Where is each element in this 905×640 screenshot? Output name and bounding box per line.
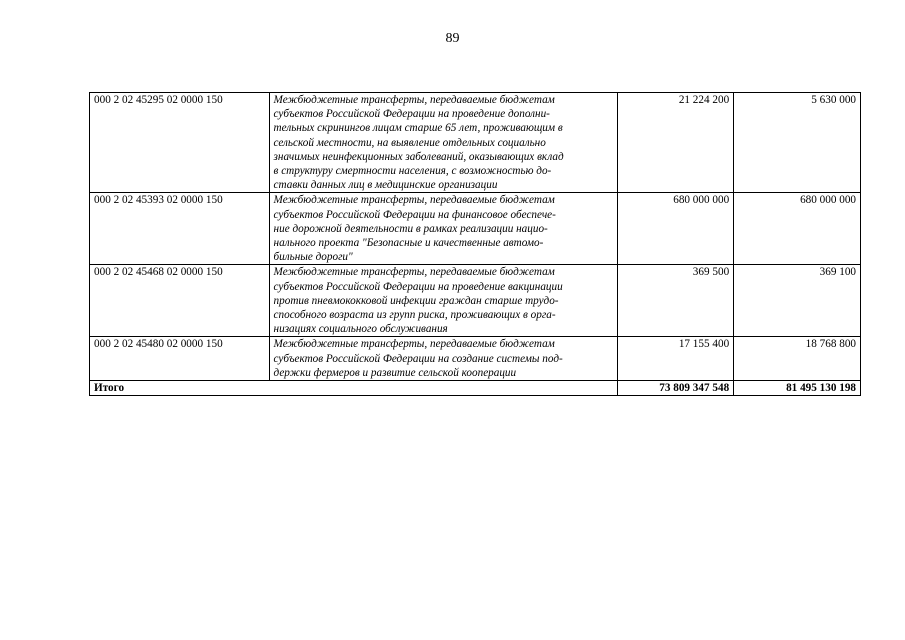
description-line: низациях социального обслуживания <box>273 323 448 336</box>
description-line: субъектов Российской Федерации на создание системы под- <box>273 352 563 365</box>
description-line: держки фермеров и развитие сельской кооперации <box>273 366 517 379</box>
description-line: значимых неинфекционных заболеваний, оказывающих вклад <box>273 150 564 163</box>
description-line: тельных скринингов лицам старше 65 лет, проживающим в <box>273 122 563 135</box>
description-line: субъектов Российской Федерации на финансовое обеспече- <box>273 208 556 221</box>
description-line: Межбюджетные трансферты, передаваемые бюджетам <box>273 338 555 351</box>
budget-table <box>89 92 861 396</box>
description-line: способного возраста из групп риска, проживающих в орга- <box>273 309 556 322</box>
description <box>269 193 617 265</box>
total-amount-year-1: 73 809 347 548 <box>617 381 734 396</box>
budget-code: 000 2 02 45480 02 0000 150 <box>90 337 270 381</box>
description <box>269 93 617 193</box>
description-line: сельской местности, на выявление отдельных социально <box>273 136 546 149</box>
description-line: ние дорожной деятельности в рамках реализации нацио- <box>273 222 548 235</box>
description-line: Межбюджетные трансферты, передаваемые бюджетам <box>273 266 555 279</box>
total-label: Итого <box>90 381 618 396</box>
total-amount-year-2: 81 495 130 198 <box>734 381 861 396</box>
amount-year-2: 680 000 000 <box>734 193 861 265</box>
description-line: нального проекта "Безопасные и качественные автомо- <box>273 237 544 250</box>
page-number: 89 <box>445 31 460 46</box>
description-line: субъектов Российской Федерации на проведение дополни- <box>273 108 550 121</box>
amount-year-1: 680 000 000 <box>617 193 734 265</box>
budget-code: 000 2 02 45393 02 0000 150 <box>90 193 270 265</box>
amount-year-2: 5 630 000 <box>734 93 861 193</box>
amount-year-1: 21 224 200 <box>617 93 734 193</box>
description-line: субъектов Российской Федерации на проведение вакцинации <box>273 280 563 293</box>
description <box>269 337 617 381</box>
description-line: против пневмококковой инфекции граждан старше трудо- <box>273 294 559 307</box>
budget-table-body <box>90 93 861 396</box>
budget-code: 000 2 02 45468 02 0000 150 <box>90 265 270 337</box>
total-row <box>90 381 861 396</box>
description <box>269 265 617 337</box>
description-line: Межбюджетные трансферты, передаваемые бюджетам <box>273 194 555 207</box>
description-line: ставки данных лиц в медицинские организации <box>273 179 498 192</box>
table-row <box>90 265 861 337</box>
amount-year-1: 17 155 400 <box>617 337 734 381</box>
budget-code: 000 2 02 45295 02 0000 150 <box>90 93 270 193</box>
table-row <box>90 193 861 265</box>
amount-year-2: 18 768 800 <box>734 337 861 381</box>
table-row <box>90 93 861 193</box>
amount-year-2: 369 100 <box>734 265 861 337</box>
description-line: бильные дороги" <box>273 251 353 264</box>
table-row <box>90 337 861 381</box>
amount-year-1: 369 500 <box>617 265 734 337</box>
description-line: в структуру смертности населения, с возможностью до- <box>273 165 552 178</box>
description-line: Межбюджетные трансферты, передаваемые бюджетам <box>273 94 555 106</box>
